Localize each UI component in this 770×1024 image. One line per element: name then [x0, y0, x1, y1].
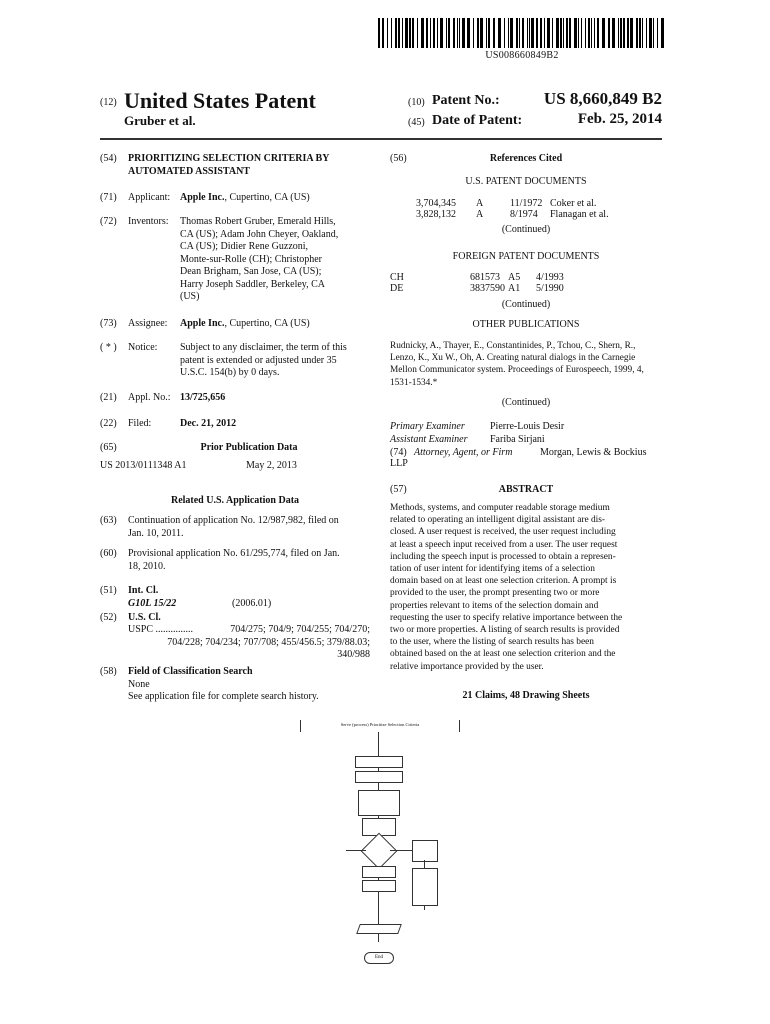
- barcode-bar: [630, 18, 633, 48]
- foreign-ref-row: CH 681573 A5 4/1993: [390, 272, 564, 283]
- flow-output: [356, 924, 402, 934]
- flow-step: [362, 880, 396, 892]
- barcode-bar: [529, 18, 530, 48]
- representative-drawing: [300, 718, 460, 988]
- barcode-bar: [387, 18, 388, 48]
- inventors-list: Thomas Robert Gruber, Emerald Hills, CA (US); Adam John Cheyer, Oakland, CA (US); Didier Rene Guzzoni, Monte-sur-Rolle (CH); Christopher Dean Brigham, San Jose, CA (US); Harry Joseph Saddler, Berkeley, CA (US): [180, 216, 339, 302]
- flow-step: [358, 790, 400, 816]
- barcode-bar: [569, 18, 571, 48]
- field-58: (58) Field of Classification Search None See application file for complete search history.: [100, 666, 319, 702]
- foreign-ref-row: DE 3837590 A1 5/1990: [390, 283, 564, 294]
- field-21: (21) Appl. No.: 13/725,656: [100, 392, 370, 406]
- barcode-bar: [508, 18, 509, 48]
- barcode-bar: [426, 18, 428, 48]
- barcode-bar: [574, 18, 577, 48]
- barcode-bar: [493, 18, 495, 48]
- barcode-bar: [448, 18, 450, 48]
- int-class: G10L 15/22: [128, 598, 177, 609]
- barcode-bar: [504, 18, 505, 48]
- foreign-refs-continued: (Continued): [501, 299, 551, 310]
- barcode-bar: [378, 18, 380, 48]
- abstract-heading: ABSTRACT: [498, 484, 554, 495]
- barcode-bar: [417, 18, 418, 48]
- patent-no-label: Patent No.:: [432, 93, 500, 108]
- barcode-bar: [581, 18, 582, 48]
- prior-pub-heading: Prior Publication Data: [200, 442, 298, 453]
- us-classes: 704/275; 704/9; 704/255; 704/270; 704/228; 704/234; 707/708; 455/456.5; 379/88.03; 340/988: [167, 624, 370, 660]
- flow-step: [362, 866, 396, 878]
- barcode-bar: [566, 18, 568, 48]
- barcode-bar: [556, 18, 559, 48]
- barcode-bar: [594, 18, 595, 48]
- other-pubs-continued: (Continued): [501, 397, 551, 408]
- field-51: (51) Int. Cl. G10L 15/22 (2006.01): [100, 585, 272, 609]
- patent-number: US 8,660,849 B2: [543, 89, 662, 108]
- us-refs-continued: (Continued): [501, 224, 551, 235]
- field-22: (22) Filed: Dec. 21, 2012: [100, 418, 370, 432]
- prior-pub-number: US 2013/0111348 A1: [100, 460, 187, 471]
- barcode-bar: [440, 18, 443, 48]
- barcode-bar: [646, 18, 647, 48]
- barcode-bar: [547, 18, 550, 48]
- other-pubs-heading: OTHER PUBLICATIONS: [472, 319, 580, 330]
- barcode-bar: [459, 18, 460, 48]
- related-data-heading: Related U.S. Application Data: [170, 495, 300, 506]
- code-10: (10): [408, 97, 425, 108]
- flow-step: [412, 868, 438, 906]
- barcode-bar: [620, 18, 622, 48]
- barcode-bar: [657, 18, 658, 48]
- barcode-bar: [639, 18, 641, 48]
- assignee-name: Apple Inc.: [180, 318, 225, 329]
- barcode-bar: [636, 18, 638, 48]
- barcode-bar: [627, 18, 629, 48]
- code-45: (45): [408, 117, 425, 128]
- date-label: Date of Patent:: [432, 113, 523, 128]
- barcode-bar: [602, 18, 605, 48]
- appl-number: 13/725,656: [180, 392, 226, 403]
- barcode-bar: [516, 18, 518, 48]
- barcode-bar: [457, 18, 458, 48]
- barcode-bar: [560, 18, 562, 48]
- flow-decision: [361, 833, 398, 870]
- us-ref-row: 3,828,132 A 8/1974 Flanagan et al.: [416, 209, 609, 220]
- flow-step: [412, 840, 438, 862]
- field-73: (73) Assignee: Apple Inc., Cupertino, CA (US): [100, 318, 310, 329]
- attorney: (74) Attorney, Agent, or Firm Morgan, Lewis & Bockius LLP: [390, 447, 647, 469]
- barcode-bar: [402, 18, 403, 48]
- patent-date: Feb. 25, 2014: [577, 111, 662, 127]
- invention-title: PRIORITIZING SELECTION CRITERIA BY AUTOMATED ASSISTANT: [128, 153, 330, 177]
- flow-step: [355, 756, 403, 768]
- barcode-bar: [382, 18, 384, 48]
- barcode-bar: [430, 18, 431, 48]
- barcode-bar: [398, 18, 400, 48]
- barcode-bar: [480, 18, 483, 48]
- barcode-bar: [412, 18, 414, 48]
- field-72: (72) Inventors: Thomas Robert Gruber, Emerald Hills, CA (US); Adam John Cheyer, Oakland, CA (US); Didier Rene Guzzoni, Monte-sur-Rolle (CH); Christopher Dean Brigham, San Jose, CA (US); Harry Joseph Saddler, Berkeley, CA (US): [100, 216, 370, 308]
- barcode-bar: [552, 18, 553, 48]
- barcode-bar: [591, 18, 592, 48]
- barcode: [378, 18, 666, 48]
- inventor-short: Gruber et al.: [124, 113, 196, 128]
- barcode-bar: [421, 18, 424, 48]
- barcode-bar: [661, 18, 664, 48]
- barcode-bar: [578, 18, 580, 48]
- barcode-bar: [642, 18, 643, 48]
- barcode-bar: [653, 18, 654, 48]
- prior-pub-date: May 2, 2013: [246, 460, 297, 471]
- flow-step: [355, 771, 403, 783]
- barcode-bar: [395, 18, 397, 48]
- foreign-docs-heading: FOREIGN PATENT DOCUMENTS: [452, 251, 600, 262]
- abstract-heading-row: (57) ABSTRACT: [390, 484, 662, 498]
- barcode-bar: [649, 18, 652, 48]
- barcode-text: US008660849B2: [485, 50, 559, 61]
- barcode-bar: [462, 18, 465, 48]
- field-notice: ( * ) Notice: Subject to any disclaimer, the term of this patent is extended or adjusted under 35 U.S.C. 154(b) by 0 days.: [100, 342, 370, 382]
- field-60: (60) Provisional application No. 61/295,774, filed on Jan. 18, 2010.: [100, 548, 340, 572]
- abstract-text: Methods, systems, and computer readable storage medium related to operating an intelligent digital assistant are dis- closed. A user request is received, the user request including at least a speech input received from a user. The user request including the speech input is processed to obtain a represen- tation of user intent for identifying items of a selection domain based on at least one selection criterion. A prompt is provided to the user, the prompt presenting two or more properties relevant to items of the selection domain and requesting the user to specify relative importance between the two or more properties. A listing of search results is provided to the user, where the listing of search results has been obtained based on the at least one selection criterion and the relative importance provided by the user.: [390, 503, 623, 672]
- barcode-bar: [544, 18, 545, 48]
- assistant-examiner: Assistant Examiner Fariba Sirjani: [390, 434, 545, 445]
- barcode-bar: [531, 18, 534, 48]
- barcode-bar: [473, 18, 474, 48]
- figure-top-label: Serve (process) Prioritize Selection Criteria: [340, 722, 420, 727]
- references-heading: References Cited: [489, 153, 563, 164]
- barcode-bar: [437, 18, 438, 48]
- code-12: (12): [100, 97, 117, 108]
- flow-end: End: [364, 952, 394, 964]
- barcode-bar: [597, 18, 599, 48]
- barcode-bar: [618, 18, 619, 48]
- barcode-bar: [563, 18, 564, 48]
- applicant-name: Apple Inc.: [180, 192, 225, 203]
- barcode-bar: [433, 18, 435, 48]
- notice-text: Subject to any disclaimer, the term of this patent is extended or adjusted under 35 U.S.C. 154(b) by 0 days.: [180, 342, 347, 378]
- barcode-bar: [527, 18, 528, 48]
- us-ref-row: 3,704,345 A 11/1972 Coker et al.: [416, 198, 597, 209]
- field-52: (52) U.S. Cl. USPC ............... 704/275; 704/9; 704/255; 704/270; 704/228; 704/234; 707/708; 455/456.5; 379/88.03; 340/988: [100, 612, 370, 660]
- barcode-bar: [623, 18, 625, 48]
- barcode-bar: [510, 18, 513, 48]
- barcode-bar: [409, 18, 411, 48]
- field-65: (65) Prior Publication Data US 2013/0111348 A1 May 2, 2013: [100, 442, 370, 476]
- barcode-bar: [391, 18, 392, 48]
- barcode-bar: [405, 18, 408, 48]
- barcode-bar: [612, 18, 615, 48]
- barcode-bar: [608, 18, 610, 48]
- patent-title: United States Patent: [124, 88, 316, 113]
- claims-count: 21 Claims, 48 Drawing Sheets: [462, 690, 590, 701]
- barcode-bar: [486, 18, 487, 48]
- barcode-bar: [540, 18, 542, 48]
- barcode-bar: [498, 18, 501, 48]
- us-patent-docs-heading: U.S. PATENT DOCUMENTS: [465, 176, 587, 187]
- field-56: (56) References Cited: [390, 153, 662, 167]
- barcode-bar: [536, 18, 538, 48]
- barcode-bar: [477, 18, 479, 48]
- filed-date: Dec. 21, 2012: [180, 418, 237, 429]
- barcode-bar: [488, 18, 490, 48]
- field-71: (71) Applicant: Apple Inc., Cupertino, CA (US): [100, 192, 310, 203]
- barcode-bar: [467, 18, 470, 48]
- barcode-bar: [585, 18, 586, 48]
- barcode-bar: [522, 18, 524, 48]
- barcode-bar: [588, 18, 590, 48]
- primary-examiner: Primary Examiner Pierre-Louis Desir: [390, 421, 565, 432]
- barcode-bar: [519, 18, 520, 48]
- other-pubs-text: Rudnicky, A., Thayer, E., Constantinides, P., Tchou, C., Shern, R., Lenzo, K., Xu W., Oh, A. Creating natural dialogs in the Carnegie Mellon Communicator system. Proceedings of Eurospeech, 1999, 4, 1531-1534.*: [390, 341, 644, 388]
- barcode-bar: [453, 18, 455, 48]
- header-divider: [100, 138, 662, 140]
- barcode-bar: [446, 18, 447, 48]
- field-63: (63) Continuation of application No. 12/987,982, filed on Jan. 10, 2011.: [100, 515, 339, 539]
- field-54: (54) PRIORITIZING SELECTION CRITERIA BY AUTOMATED ASSISTANT: [100, 153, 370, 183]
